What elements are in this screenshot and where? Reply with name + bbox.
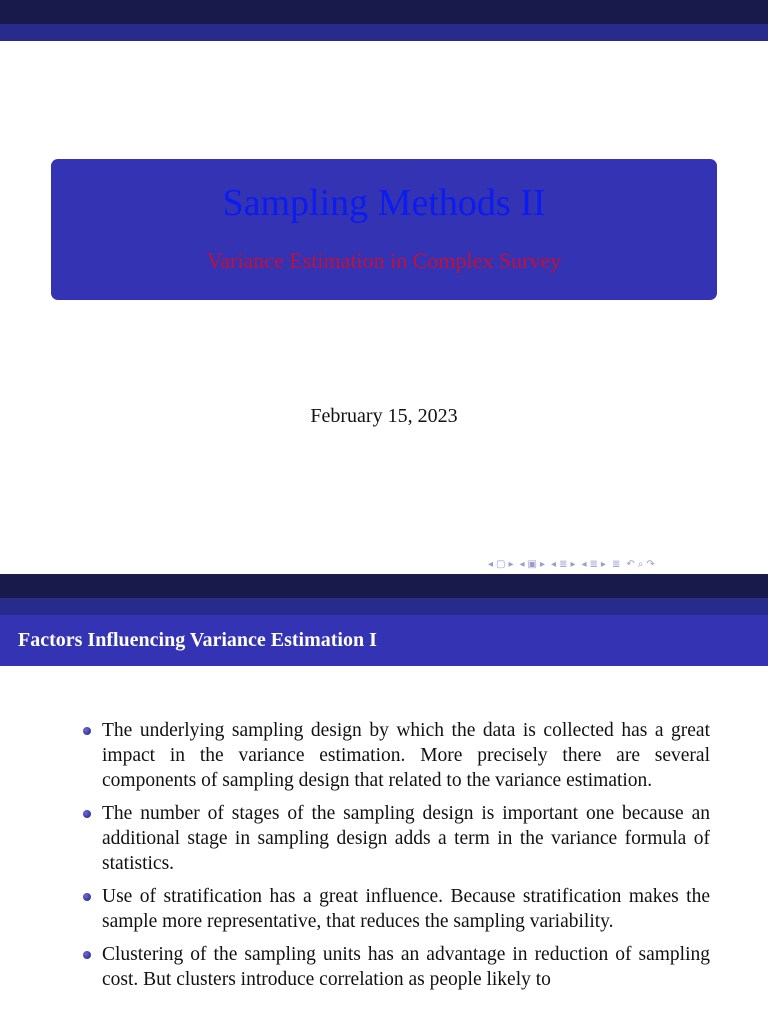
frame-title: Factors Influencing Variance Estimation I	[18, 629, 377, 651]
nav-left-arrow-icon[interactable]: ◂	[581, 558, 587, 570]
nav-left-arrow-icon[interactable]: ◂	[519, 558, 525, 570]
bullet-text: Use of stratification has a great influence. Because stratification makes the sample more representative, that reduces the sampling variability.	[102, 886, 710, 932]
frame-title-bar	[0, 615, 768, 666]
forward-icon[interactable]: ↷	[646, 558, 655, 570]
presentation-title: Sampling Methods II	[222, 182, 546, 224]
header-band-mid	[0, 24, 768, 41]
nav-frame-group[interactable]	[488, 559, 514, 570]
list-item	[102, 884, 710, 934]
nav-left-arrow-icon[interactable]: ◂	[551, 558, 557, 570]
list-item	[102, 718, 710, 793]
frame-icon[interactable]: ▢	[496, 558, 506, 570]
presentation-subtitle: Variance Estimation in Complex Survey	[206, 248, 562, 273]
header-band-dark	[0, 0, 768, 24]
nav-right-arrow-icon[interactable]: ▸	[540, 558, 546, 570]
nav-section-group[interactable]	[551, 559, 575, 570]
content-slide	[0, 574, 768, 1024]
beamer-navigation-bar	[488, 556, 655, 572]
title-box	[51, 159, 717, 300]
section-icon[interactable]: ≣	[559, 558, 568, 570]
bullet-text: Clustering of the sampling units has an advantage in reduction of sampling cost. But clusters introduce correlation as people likely to	[102, 944, 710, 990]
bullet-icon	[83, 810, 91, 818]
bullet-icon	[83, 727, 91, 735]
nav-right-arrow-icon[interactable]: ▸	[508, 558, 514, 570]
list-item	[102, 942, 710, 992]
nav-part-group[interactable]	[581, 559, 605, 570]
align-icon[interactable]: ≣	[611, 558, 621, 570]
search-icon[interactable]: ⌕	[637, 558, 644, 570]
nav-search-group[interactable]	[626, 559, 654, 570]
bullet-icon	[83, 951, 91, 959]
header-band-mid	[0, 598, 768, 615]
bullet-text: The number of stages of the sampling design is important one because an additional stage in sampling design adds a term in the variance formula of statistics.	[102, 803, 710, 874]
subsection-icon[interactable]: ▣	[527, 558, 537, 570]
nav-right-arrow-icon[interactable]: ▸	[570, 558, 576, 570]
bullet-text: The underlying sampling design by which the data is collected has a great impact in the variance estimation. More precisely there are several components of sampling design that related to the variance estimation.	[102, 720, 710, 791]
nav-left-arrow-icon[interactable]: ◂	[488, 558, 494, 570]
part-icon[interactable]: ≣	[589, 558, 598, 570]
list-item	[102, 801, 710, 876]
back-icon[interactable]: ↶	[626, 558, 635, 570]
nav-right-arrow-icon[interactable]: ▸	[600, 558, 606, 570]
bullet-list	[102, 718, 710, 1000]
bullet-icon	[83, 893, 91, 901]
nav-subsection-group[interactable]	[520, 559, 546, 570]
presentation-date: February 15, 2023	[310, 405, 458, 427]
header-band-dark	[0, 574, 768, 598]
